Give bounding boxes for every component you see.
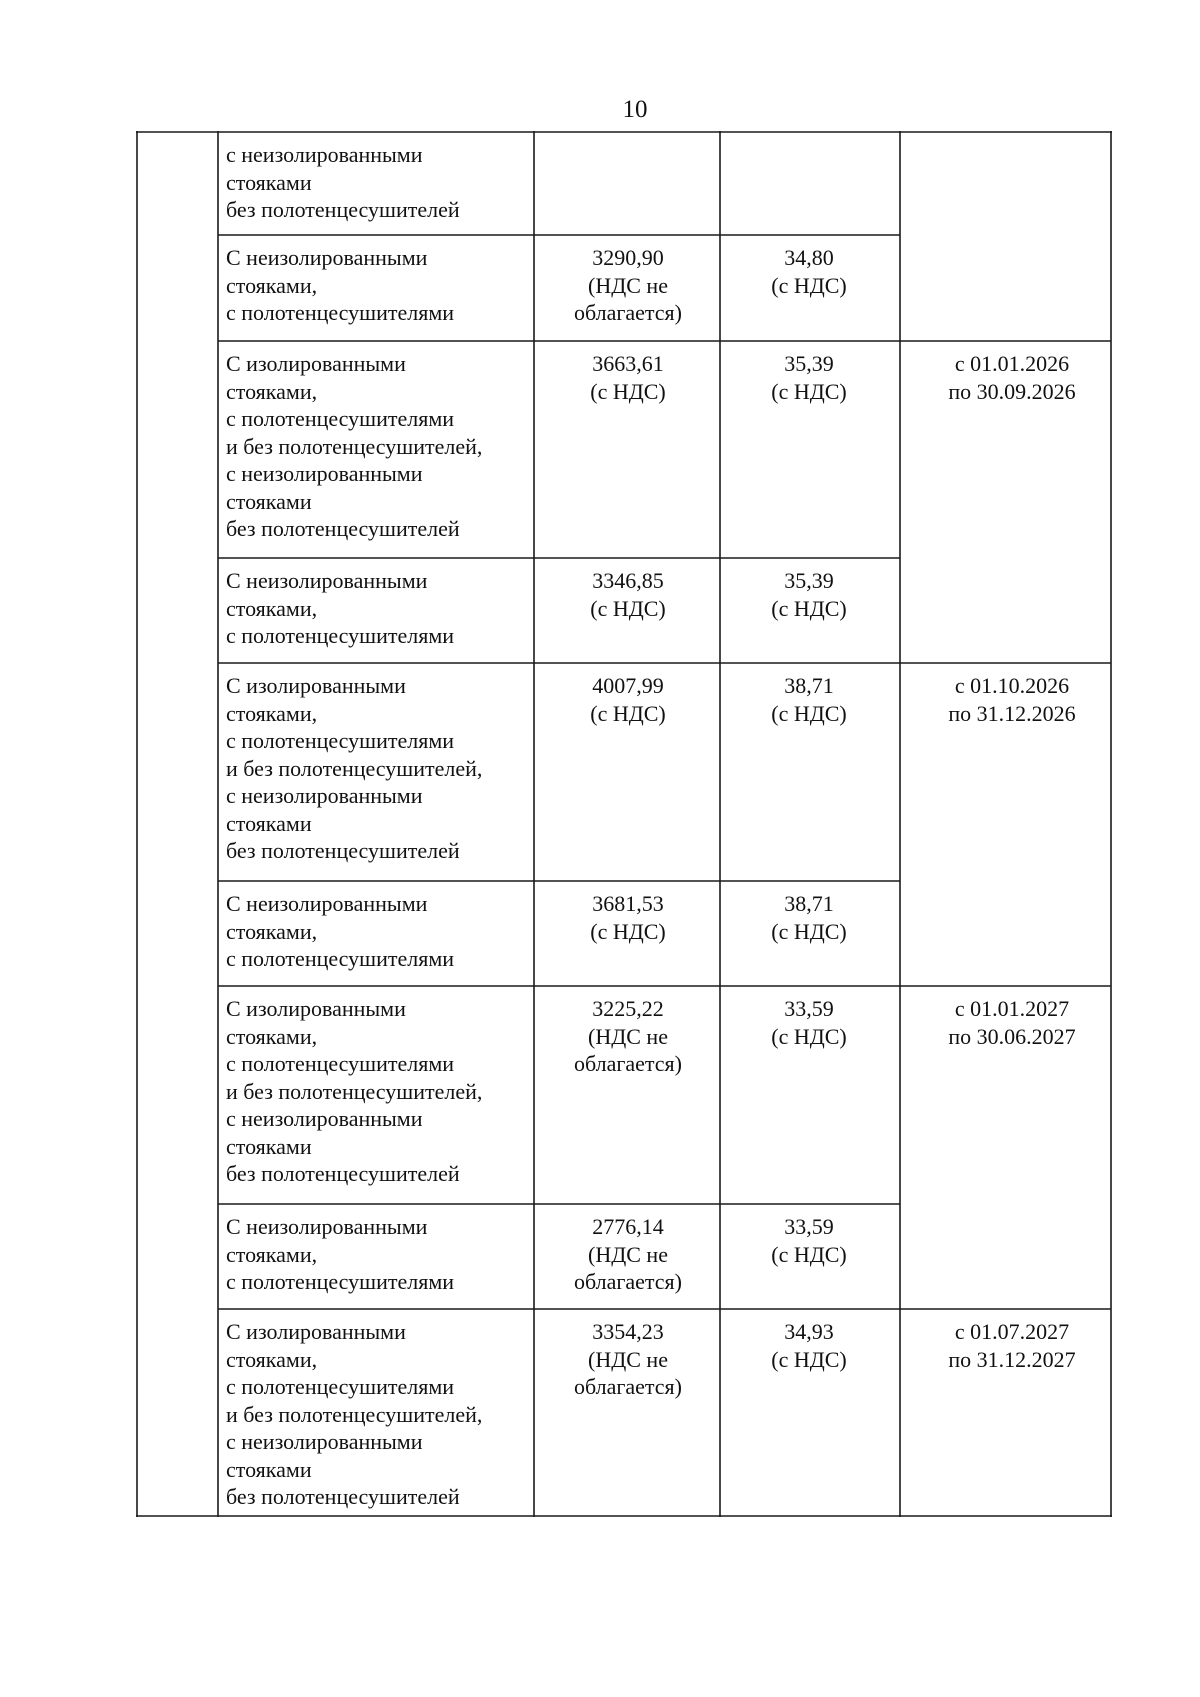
description-line: с полотенцесушителями xyxy=(226,1269,455,1294)
rate-cell xyxy=(726,890,892,945)
price-cell xyxy=(538,1318,718,1401)
description-line: стояками xyxy=(226,810,312,836)
description-line: С изолированными xyxy=(226,351,406,376)
price-line: 4007,99 xyxy=(592,673,664,698)
description-line: стояками xyxy=(226,1133,312,1159)
period-line: по 31.12.2026 xyxy=(948,700,1076,726)
description-line: стояками, xyxy=(226,595,318,621)
period-line: по 30.09.2026 xyxy=(948,378,1076,404)
description-line: стояками, xyxy=(226,1346,318,1372)
description-line: стояками xyxy=(226,169,312,195)
description-line: без полотенцесушителей xyxy=(226,838,460,863)
price-line: (с НДС) xyxy=(590,595,666,621)
price-line: (НДС не xyxy=(588,272,668,298)
rate-line: 38,71 xyxy=(784,891,834,916)
price-cell xyxy=(538,244,718,327)
period-line: по 31.12.2027 xyxy=(948,1346,1076,1372)
price-cell xyxy=(538,567,718,622)
description-line: и без полотенцесушителей, xyxy=(226,1401,483,1427)
price-line: (НДС не xyxy=(588,1241,668,1267)
description-line: без полотенцесушителей xyxy=(226,516,460,541)
description-line: С неизолированными xyxy=(226,891,428,916)
description-line: с неизолированными xyxy=(226,1429,423,1454)
price-line: (с НДС) xyxy=(590,700,666,726)
price-line: (с НДС) xyxy=(590,378,666,404)
description-line: стояками xyxy=(226,1456,312,1482)
rate-cell xyxy=(726,567,892,622)
period-line: с 01.07.2027 xyxy=(954,1319,1070,1344)
description-line: с полотенцесушителями xyxy=(226,1051,455,1076)
description-line: С неизолированными xyxy=(226,1214,428,1239)
description-cell xyxy=(226,244,454,327)
description-cell xyxy=(226,672,482,865)
price-line: облагается) xyxy=(573,1269,683,1294)
description-line: стояками, xyxy=(226,272,318,298)
rate-line: 34,80 xyxy=(784,245,834,270)
period-line: с 01.01.2026 xyxy=(954,351,1070,376)
description-cell xyxy=(226,890,454,973)
rate-line: 35,39 xyxy=(784,351,834,376)
period-line: с 01.10.2026 xyxy=(954,673,1070,698)
description-line: с полотенцесушителями xyxy=(226,300,455,325)
period-cell xyxy=(914,350,1110,405)
description-cell xyxy=(226,995,482,1188)
description-line: с полотенцесушителями xyxy=(226,1374,455,1399)
rate-line: (с НДС) xyxy=(771,918,847,944)
rate-line: 38,71 xyxy=(784,673,834,698)
price-line: 3681,53 xyxy=(592,891,664,916)
period-line: с 01.01.2027 xyxy=(954,996,1070,1021)
description-line: с полотенцесушителями xyxy=(226,946,455,971)
description-line: с неизолированными xyxy=(226,142,423,167)
description-line: С изолированными xyxy=(226,1319,406,1344)
period-line: по 30.06.2027 xyxy=(948,1023,1076,1049)
rate-cell xyxy=(726,1213,892,1268)
price-line: 2776,14 xyxy=(592,1214,664,1239)
description-line: и без полотенцесушителей, xyxy=(226,433,483,459)
description-line: с неизолированными xyxy=(226,783,423,808)
price-line: (НДС не xyxy=(588,1023,668,1049)
price-line: 3346,85 xyxy=(592,568,664,593)
description-line: без полотенцесушителей xyxy=(226,197,460,222)
description-cell xyxy=(226,350,482,543)
rate-line: 34,93 xyxy=(784,1319,834,1344)
description-cell xyxy=(226,567,454,650)
rate-line: 33,59 xyxy=(784,1214,834,1239)
price-line: (НДС не xyxy=(588,1346,668,1372)
description-line: с полотенцесушителями xyxy=(226,728,455,753)
price-line: облагается) xyxy=(573,1374,683,1399)
price-line: 3663,61 xyxy=(592,351,664,376)
description-line: С изолированными xyxy=(226,996,406,1021)
price-line: 3354,23 xyxy=(592,1319,664,1344)
price-cell xyxy=(538,890,718,945)
rate-cell xyxy=(726,350,892,405)
description-line: стояками, xyxy=(226,1241,318,1267)
rate-cell xyxy=(726,1318,892,1373)
description-line: стояками, xyxy=(226,918,318,944)
rate-cell xyxy=(726,672,892,727)
description-line: С изолированными xyxy=(226,673,406,698)
description-line: с полотенцесушителями xyxy=(226,623,455,648)
period-cell xyxy=(914,1318,1110,1373)
rate-line: 35,39 xyxy=(784,568,834,593)
price-line: облагается) xyxy=(573,1051,683,1076)
description-line: и без полотенцесушителей, xyxy=(226,1078,483,1104)
description-line: стояками xyxy=(226,488,312,514)
rate-line: (с НДС) xyxy=(771,595,847,621)
description-line: С неизолированными xyxy=(226,568,428,593)
description-cell xyxy=(226,141,460,224)
description-line: стояками, xyxy=(226,378,318,404)
price-cell xyxy=(538,995,718,1078)
period-cell xyxy=(914,672,1110,727)
rate-line: (с НДС) xyxy=(771,700,847,726)
description-line: без полотенцесушителей xyxy=(226,1484,460,1509)
price-line: 3225,22 xyxy=(592,996,664,1021)
rate-line: (с НДС) xyxy=(771,1241,847,1267)
description-line: стояками, xyxy=(226,1023,318,1049)
price-line: (с НДС) xyxy=(590,918,666,944)
rate-line: (с НДС) xyxy=(771,272,847,298)
description-line: и без полотенцесушителей, xyxy=(226,755,483,781)
price-cell xyxy=(538,1213,718,1296)
description-line: с неизолированными xyxy=(226,461,423,486)
description-line: С неизолированными xyxy=(226,245,428,270)
description-line: стояками, xyxy=(226,700,318,726)
rate-line: (с НДС) xyxy=(771,378,847,404)
price-cell xyxy=(538,350,718,405)
description-line: с неизолированными xyxy=(226,1106,423,1131)
rate-line: 33,59 xyxy=(784,996,834,1021)
tariff-table xyxy=(136,131,1112,1517)
price-cell xyxy=(538,672,718,727)
price-line: 3290,90 xyxy=(592,245,664,270)
description-line: без полотенцесушителей xyxy=(226,1161,460,1186)
page-number: 10 xyxy=(622,96,648,123)
rate-cell xyxy=(726,995,892,1050)
rate-cell xyxy=(726,244,892,299)
description-cell xyxy=(226,1318,482,1511)
rate-line: (с НДС) xyxy=(771,1023,847,1049)
description-cell xyxy=(226,1213,454,1296)
price-line: облагается) xyxy=(573,300,683,325)
period-cell xyxy=(914,995,1110,1050)
description-line: с полотенцесушителями xyxy=(226,406,455,431)
rate-line: (с НДС) xyxy=(771,1346,847,1372)
